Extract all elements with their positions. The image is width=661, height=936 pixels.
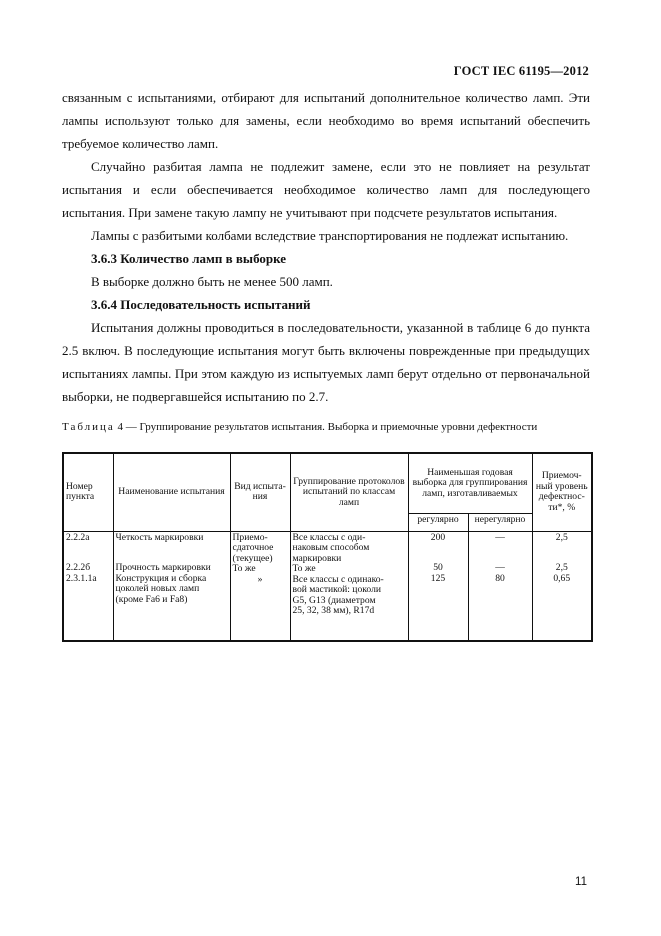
paragraph: В выборке должно быть не менее 500 ламп. xyxy=(91,274,333,289)
header-annual-sample: Наименьшая годовая выборка для группирования ламп, изготавливаемых xyxy=(408,453,532,513)
cell-item-numbers xyxy=(63,531,113,641)
header-item-number: Номер пункта xyxy=(63,453,113,531)
grouping-text: 25, 32, 38 мм), R17d xyxy=(292,605,375,616)
header-regular: регулярно xyxy=(408,513,468,531)
irregular-value: 80 xyxy=(495,572,505,584)
acceptance-value: 0,65 xyxy=(553,572,571,584)
item-number: 2.2.2б xyxy=(66,562,91,573)
page-number: 11 xyxy=(575,876,587,888)
cell-test-names xyxy=(113,531,230,641)
paragraph: Испытания должны проводиться в последовательности, указанной в таблице 6 до пункта 2.5 включ. В последующие испытания могут быть включены поврежденные при предыдущих испытаниях лампы. При этом каждую из испытуемых ламп берут отдельно от первоначальной выборки, не подвергавшейся испытанию по 2.7. xyxy=(62,320,590,404)
test-type: (текущее) xyxy=(232,552,273,564)
acceptance-value: 2,5 xyxy=(555,531,568,543)
header-test-name: Наименование испытания xyxy=(113,453,230,531)
document-header: ГОСТ IEC 61195—2012 xyxy=(453,64,589,78)
regular-value: 50 xyxy=(433,562,443,573)
table-caption-label: Таблица xyxy=(62,421,115,433)
paragraph: Случайно разбитая лампа не подлежит замене, если это не повлияет на результат испытания и если обеспечивается необходимое количество ламп для последующего испытания. При замене такую лампу не учитывают при подсчете результатов испытания. xyxy=(62,159,590,220)
test-name: Конструкция и сборка xyxy=(115,572,207,584)
header-irregular: нерегулярно xyxy=(468,513,532,531)
cell-grouping xyxy=(290,531,408,641)
header-test-type: Вид испыта-ния xyxy=(230,453,290,531)
grouping-text: наковым способом xyxy=(292,542,370,553)
test-type: » xyxy=(257,573,263,585)
item-number: 2.3.1.1а xyxy=(66,572,97,584)
table-caption xyxy=(62,421,542,433)
header-acceptance-level: Приемоч-ный уровень дефектнос-ти*, % xyxy=(532,453,592,531)
paragraph: связанным с испытаниями, отбирают для испытаний дополнительное количество ламп. Эти лампы используют только для замены, если необходимо во время испытаний обеспечить требуемое количество ламп. xyxy=(62,90,590,151)
cell-regular xyxy=(408,531,468,641)
cell-irregular xyxy=(468,531,532,641)
results-grouping-table xyxy=(62,452,593,642)
grouping-text: G5, G13 (диаметром xyxy=(292,594,376,606)
grouping-text: вой мастикой: цоколи xyxy=(292,584,382,595)
acceptance-value: 2,5 xyxy=(555,562,568,573)
irregular-value: — xyxy=(495,531,505,543)
grouping-text: маркировки xyxy=(292,552,342,564)
test-type: Приемо- xyxy=(232,531,268,543)
item-number: 2.2.2а xyxy=(66,531,90,543)
grouping-text: Все классы с одинако- xyxy=(292,573,384,585)
test-type: То же xyxy=(232,563,256,574)
grouping-text: То же xyxy=(292,563,316,574)
test-name: Четкость маркировки xyxy=(115,531,204,543)
header-grouping: Группирование протоколов испытаний по классам ламп xyxy=(290,453,408,531)
cell-acceptance xyxy=(532,531,592,641)
irregular-value: — xyxy=(495,562,505,573)
cell-test-types xyxy=(230,531,290,641)
section-heading-3-6-3: 3.6.3 Количество ламп в выборке xyxy=(91,251,287,266)
test-name: цоколей новых ламп xyxy=(115,583,200,594)
test-type: сдаточное xyxy=(232,542,274,553)
paragraph: Лампы с разбитыми колбами вследствие транспортирования не подлежат испытанию. xyxy=(91,228,569,243)
grouping-text: Все классы с оди- xyxy=(292,531,366,543)
section-heading-3-6-4: 3.6.4 Последовательность испытаний xyxy=(91,297,311,312)
regular-value: 125 xyxy=(430,572,446,584)
table-caption-text: 4 — Группирование результатов испытания. Выборка и приемочные уровни дефектности xyxy=(114,421,538,433)
regular-value: 200 xyxy=(430,531,446,543)
body-text xyxy=(62,86,590,408)
test-name: (кроме Fa6 и Fa8) xyxy=(115,593,188,605)
test-name: Прочность маркировки xyxy=(115,562,211,573)
